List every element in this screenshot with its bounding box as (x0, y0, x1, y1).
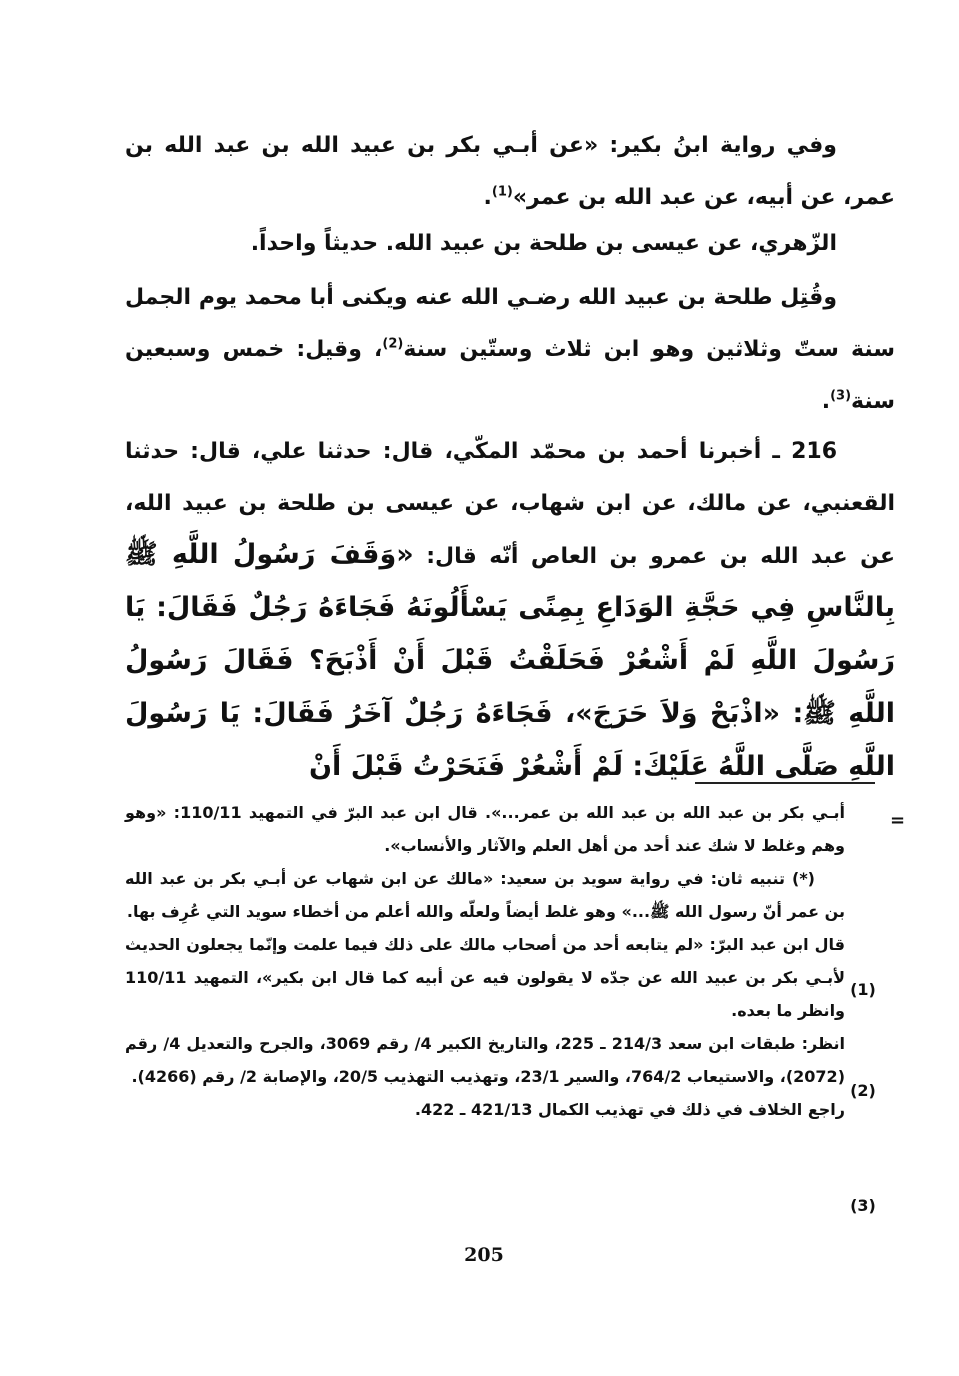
continuation-mark: = (890, 810, 906, 831)
footnote-1: قال ابن عبد البرّ: «لم يتابعه أحد من أصحاب مالك على ذلك فيما علمت وإنّما يجعلون الحديث لأبـي بكر بن عبيد الله عن جدّه لا يقولون فيه عن أبيه كما قال ابن بكير»، التمهيد 110/11 وانظر ما بعده. (125, 935, 845, 1020)
footnote-1-marker: (1) (850, 980, 876, 999)
footnote-ref-1: (1) (491, 184, 513, 200)
footnote-ref-2: (2) (382, 336, 404, 352)
riwaya-line-2: عن أبيه، عن عبد الله بن عمر» (512, 185, 836, 210)
talha-text-2: ، وقيل: خمس وسبعين سنة (125, 337, 895, 414)
main-text (125, 120, 895, 224)
footnote-3-marker: (3) (850, 1196, 876, 1215)
hadith-isnad: أخبرنا أحمد بن محمّد المكّي، قال: حدثنا علي، قال: حدثنا القعنبي، عن مالك، عن ابن شهاب، عن عيسى بن طلحة بن عبيد الله، عن عبد الله بن عمرو بن العاص أنّه قال: (125, 439, 895, 569)
footnote-separator (695, 782, 875, 784)
talha-end: . (821, 389, 831, 414)
footnote-tanbih: (*) تنبيه ثان: في رواية سويد بن سعيد: «مالك عن ابن شهاب عن أبـي بكر بن عبد الله بن عمر أنّ رسول الله ﷺ...» وهو غلط أيضاً ولعلّه والله أعلم من أخطاء سويد التي عُرِف بها. (125, 869, 845, 921)
footnote-2-marker: (2) (850, 1081, 876, 1100)
footnote-ref-3: (3) (830, 388, 852, 404)
riwaya-end: . (483, 185, 492, 210)
hadith-block (125, 426, 895, 795)
hadith-paragraph (125, 426, 895, 795)
hadith-matn: «وَقَفَ رَسُولُ اللَّهِ ﷺ بِالنَّاسِ فِي حَجَّةِ الوَدَاعِ بِمِنًى يَسْأَلُونَهُ فَجَاءَهُ رَجُلٌ فَقَالَ: يَا رَسُولَ اللَّهِ لَمْ أَشْعُرْ فَحَلَقْتُ قَبْلَ أَنْ أَذْبَحَ؟ فَقَالَ رَسُولُ اللَّهِ ﷺ: «اذْبَحْ وَلاَ حَرَجَ»، فَجَاءَهُ رَجُلٌ آخَرُ فَقَالَ: يَا رَسُولَ اللَّهِ صَلَّى اللَّهُ عَلَيْكَ: لَمْ أَشْعُرْ فَنَحَرْتُ قَبْلَ أَنْ (125, 539, 895, 782)
main-text-2 (125, 218, 895, 270)
footnote-3: راجع الخلاف في ذلك في تهذيب الكمال 421/13 ـ 422. (414, 1100, 845, 1119)
talha-text: وقُتِل طلحة بن عبيد الله رضـي الله عنه ويكنى أبا محمد يوم الجمل سنة ستّ وثلاثين وهو ابن ثلاث وستّين سنة (125, 285, 896, 362)
page-number: 205 (464, 1244, 504, 1266)
main-text-3 (125, 272, 895, 428)
footnote-2: انظر: طبقات ابن سعد 214/3 ـ 225، والتاريخ الكبير 4/ رقم 3069، والجرح والتعديل 4/ رقم (2072)، والاستيعاب 764/2، والسير 23/1، وتهذيب التهذيب 20/5، والإصابة 2/ رقم (4266). (125, 1034, 846, 1086)
paragraph-zuhri: الزّهري، عن عيسى بن طلحة بن عبيد الله. حديثاً واحداً. (250, 231, 837, 256)
paragraph-talha (125, 272, 895, 428)
riwaya-line-1: وفي رواية ابنُ بكير: «عن أبـي بكر بن عبيد الله بن عبد الله بن عمر، (125, 133, 895, 210)
hadith-number: 216 (791, 439, 838, 464)
paragraph-riwaya (125, 120, 895, 224)
hadith-dash: ـ (761, 439, 792, 464)
footnotes-block (125, 796, 845, 1126)
footnote-continuation: أبـي بكر بن عبد الله بن عبد الله بن عمر...». قال ابن عبد البرّ في التمهيد 110/11: «وهو وهم وغلط لا شك عند أحد من أهل العلم والآثار والأنساب». (125, 803, 846, 855)
